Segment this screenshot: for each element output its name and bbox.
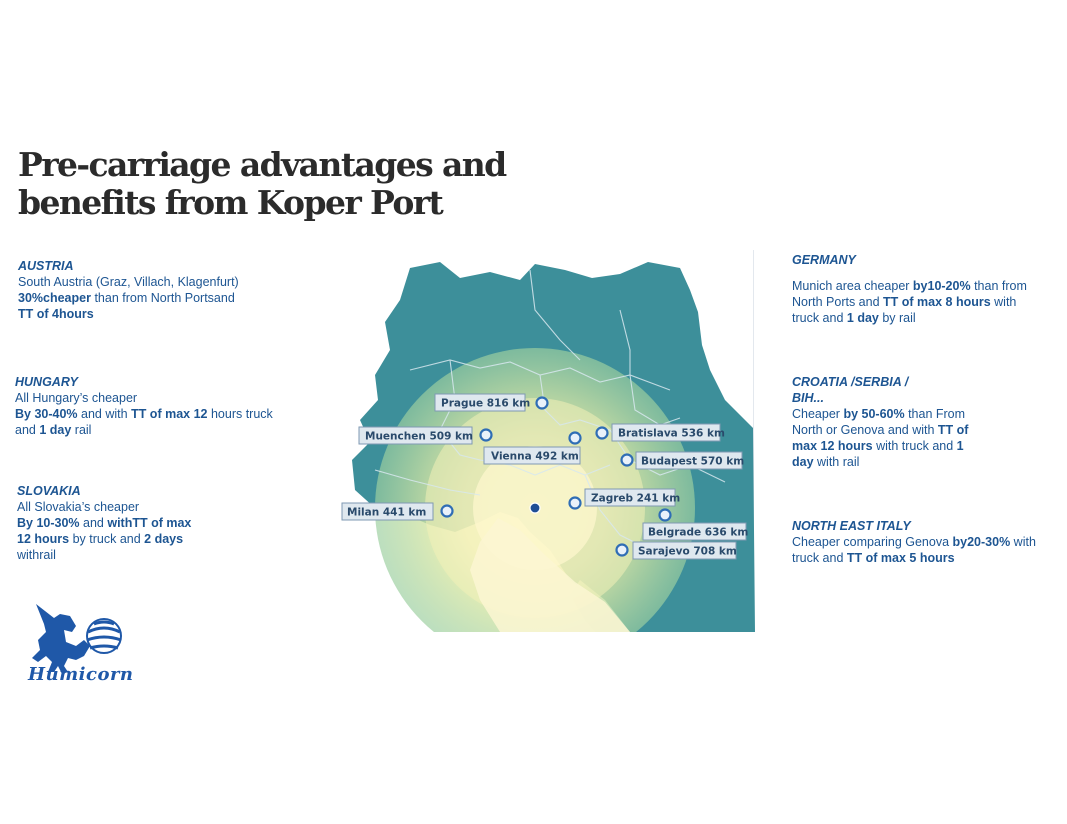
slovakia-bold-1: By 10-30%: [17, 516, 80, 530]
label-bratislava-text: Bratislava 536 km: [618, 427, 725, 440]
croatia-bold-4: 1: [956, 439, 964, 453]
slovakia-bold-3: 12 hours: [17, 532, 70, 546]
label-belgrade: [643, 523, 748, 540]
vienna-dot: [570, 433, 581, 444]
koper-marker: [530, 503, 540, 513]
prague-dot: [537, 398, 548, 409]
belgrade-dot: [660, 510, 671, 521]
italy-bold-1: by20-30%: [952, 535, 1011, 549]
germany-block: [792, 252, 1027, 326]
slovakia-text-1: and: [79, 516, 108, 530]
page-title: [18, 146, 506, 222]
slovakia-bold-4: 2 days: [144, 532, 184, 546]
hungary-line-2: [15, 406, 273, 422]
milan-dot: [442, 506, 453, 517]
austria-line-1: South Austria (Graz, Villach, Klagenfurt): [18, 275, 239, 289]
hungary-line-3: [15, 422, 273, 438]
hungary-bold-3: 1 day: [39, 423, 72, 437]
croatia-text-4: with truck and: [872, 439, 957, 453]
sarajevo-dot: [617, 545, 628, 556]
zagreb-dot: [570, 498, 581, 509]
hungary-text-2: hours truck: [207, 407, 273, 421]
label-muenchen-text: Muenchen 509 km: [365, 430, 473, 443]
germany-line-2: [792, 294, 1027, 310]
croatia-line-2: [792, 422, 968, 438]
hungary-line-1: All Hungary’s cheaper: [15, 391, 138, 405]
label-zagreb-text: Zagreb 241 km: [591, 492, 681, 505]
hungary-heading: HUNGARY: [15, 375, 78, 389]
austria-heading: AUSTRIA: [18, 259, 74, 273]
hungary-text-4: rail: [71, 423, 92, 437]
hungary-block: [15, 374, 273, 438]
slovakia-line-4: withrail: [17, 548, 56, 562]
europe-map: [330, 250, 755, 632]
austria-block: [18, 258, 239, 322]
label-vienna-text: Vienna 492 km: [491, 450, 579, 463]
austria-line-3: [18, 306, 239, 322]
croatia-line-3: [792, 438, 968, 454]
croatia-text-2: than From: [904, 407, 966, 421]
croatia-heading-2: BIH...: [792, 391, 824, 405]
label-bratislava: [612, 424, 725, 441]
germany-bold-3: 1 day: [846, 311, 879, 325]
germany-bold-1: by10-20%: [912, 279, 971, 293]
croatia-line-4: [792, 454, 968, 470]
italy-text-3: truck and: [792, 551, 847, 565]
label-budapest-text: Budapest 570 km: [641, 455, 745, 468]
austria-line-2: [18, 290, 239, 306]
germany-line-1: [792, 278, 1027, 294]
germany-text-6: by rail: [878, 311, 916, 325]
budapest-dot: [622, 455, 633, 466]
germany-text-5: truck and: [792, 311, 847, 325]
croatia-heading-1: CROATIA /SERBIA /: [792, 375, 909, 389]
slovakia-block: [17, 483, 191, 563]
croatia-bold-1: by 50-60%: [843, 407, 905, 421]
muenchen-dot: [481, 430, 492, 441]
croatia-bold-3: max 12 hours: [792, 439, 873, 453]
italy-line-1: [792, 534, 1036, 550]
label-milan-text: Milan 441 km: [347, 506, 427, 519]
slovakia-line-1: All Slovakia’s cheaper: [17, 500, 140, 514]
label-muenchen: [359, 427, 473, 444]
label-belgrade-text: Belgrade 636 km: [648, 526, 749, 539]
hungary-bold-1: By 30-40%: [15, 407, 78, 421]
label-prague: [435, 394, 530, 411]
slovakia-bold-2: withTT of max: [107, 516, 192, 530]
label-milan: [342, 503, 433, 520]
title-line-2: benefits from Koper Port: [18, 183, 443, 222]
label-prague-text: Prague 816 km: [441, 397, 531, 410]
croatia-bold-5: day: [792, 455, 814, 469]
bratislava-dot: [597, 428, 608, 439]
croatia-text-3: North or Genova and with: [792, 423, 938, 437]
italy-line-2: [792, 550, 1036, 566]
label-zagreb: [585, 489, 680, 506]
italy-text-1: Cheaper comparing Genova: [792, 535, 953, 549]
label-vienna: [484, 447, 580, 464]
croatia-text-5: with rail: [813, 455, 860, 469]
germany-line-3: [792, 310, 1027, 326]
germany-text-3: North Ports and: [792, 295, 884, 309]
italy-bold-2: TT of max 5 hours: [846, 551, 955, 565]
slovakia-line-3: [17, 531, 191, 547]
germany-text-4: with: [990, 295, 1017, 309]
label-budapest: [636, 452, 744, 469]
croatia-block: [792, 374, 968, 470]
italy-heading: NORTH EAST ITALY: [792, 519, 911, 533]
germany-heading: GERMANY: [792, 253, 856, 267]
label-sarajevo-text: Sarajevo 708 km: [638, 545, 737, 558]
hungary-bold-2: TT of max 12: [131, 407, 208, 421]
croatia-text-1: Cheaper: [792, 407, 844, 421]
germany-bold-2: TT of max 8 hours: [883, 295, 991, 309]
hungary-text-1: and with: [77, 407, 132, 421]
croatia-bold-2: TT of: [937, 423, 969, 437]
title-line-1: Pre-carriage advantages and: [18, 145, 506, 184]
italy-text-2: with: [1010, 535, 1036, 549]
germany-text-1: Munich area cheaper: [792, 279, 913, 293]
austria-text-1: than from North Portsand: [90, 291, 235, 305]
germany-text-2: than from: [970, 279, 1027, 293]
austria-bold-2: TT of 4hours: [18, 307, 94, 321]
logo-text: Humicorn: [28, 664, 134, 685]
hungary-text-3: and: [15, 423, 40, 437]
label-sarajevo: [633, 542, 737, 559]
italy-block: [792, 518, 1036, 566]
slovakia-text-2: by truck and: [69, 532, 145, 546]
croatia-line-1: [792, 406, 968, 422]
slovakia-heading: SLOVAKIA: [17, 484, 81, 498]
slovakia-line-2: [17, 515, 191, 531]
austria-bold-1: 30%cheaper: [18, 291, 91, 305]
